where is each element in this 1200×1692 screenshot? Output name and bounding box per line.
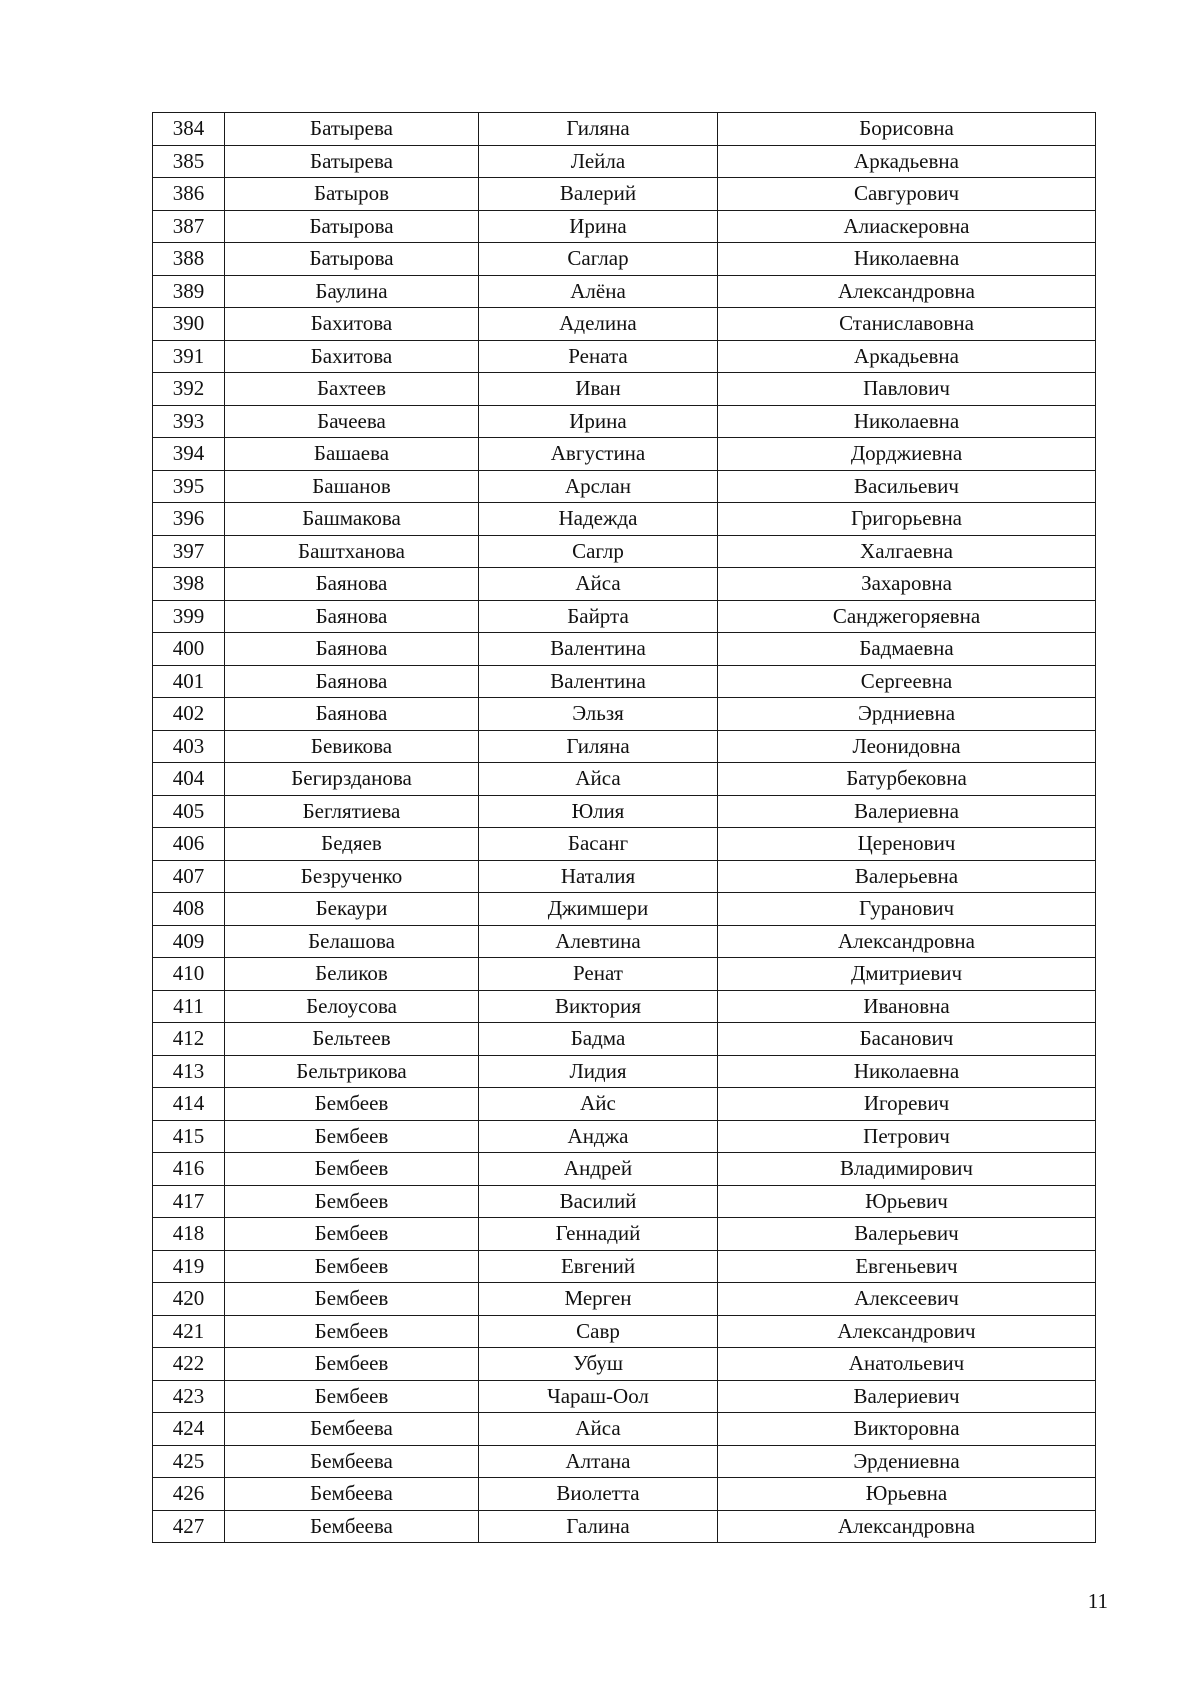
- surname-cell: Баулина: [225, 275, 479, 308]
- first-name-cell: Валерий: [479, 178, 718, 211]
- table-row: [153, 1348, 1096, 1381]
- row-number-cell: 416: [153, 1153, 225, 1186]
- patronymic-cell: Александрович: [718, 1315, 1096, 1348]
- surname-cell: Батырова: [225, 243, 479, 276]
- patronymic-cell: Владимирович: [718, 1153, 1096, 1186]
- table-row: [153, 568, 1096, 601]
- row-number-cell: 425: [153, 1445, 225, 1478]
- table-row: [153, 535, 1096, 568]
- patronymic-cell: Савгурович: [718, 178, 1096, 211]
- table-row: [153, 1185, 1096, 1218]
- patronymic-cell: Дмитриевич: [718, 958, 1096, 991]
- first-name-cell: Басанг: [479, 828, 718, 861]
- patronymic-cell: Сергеевна: [718, 665, 1096, 698]
- patronymic-cell: Басанович: [718, 1023, 1096, 1056]
- row-number-cell: 422: [153, 1348, 225, 1381]
- table-row: [153, 633, 1096, 666]
- table-row: [153, 340, 1096, 373]
- row-number-cell: 408: [153, 893, 225, 926]
- table-row: [153, 178, 1096, 211]
- row-number-cell: 387: [153, 210, 225, 243]
- row-number-cell: 410: [153, 958, 225, 991]
- row-number-cell: 409: [153, 925, 225, 958]
- table-row: [153, 893, 1096, 926]
- surname-cell: Безрученко: [225, 860, 479, 893]
- row-number-cell: 420: [153, 1283, 225, 1316]
- table-row: [153, 1120, 1096, 1153]
- first-name-cell: Августина: [479, 438, 718, 471]
- surname-cell: Баянова: [225, 600, 479, 633]
- row-number-cell: 414: [153, 1088, 225, 1121]
- row-number-cell: 403: [153, 730, 225, 763]
- row-number-cell: 401: [153, 665, 225, 698]
- patronymic-cell: Станиславовна: [718, 308, 1096, 341]
- surname-cell: Баянова: [225, 568, 479, 601]
- surname-cell: Бевикова: [225, 730, 479, 763]
- surname-cell: Бедяев: [225, 828, 479, 861]
- row-number-cell: 415: [153, 1120, 225, 1153]
- first-name-cell: Чараш-Оол: [479, 1380, 718, 1413]
- surname-cell: Батыров: [225, 178, 479, 211]
- surname-cell: Бельтеев: [225, 1023, 479, 1056]
- first-name-cell: Арслан: [479, 470, 718, 503]
- surname-cell: Бельтрикова: [225, 1055, 479, 1088]
- first-name-cell: Виолетта: [479, 1478, 718, 1511]
- table-row: [153, 1250, 1096, 1283]
- table-row: [153, 1218, 1096, 1251]
- surname-cell: Бембеев: [225, 1120, 479, 1153]
- first-name-cell: Андрей: [479, 1153, 718, 1186]
- first-name-cell: Лейла: [479, 145, 718, 178]
- table-row: [153, 275, 1096, 308]
- surname-cell: Бембеев: [225, 1348, 479, 1381]
- first-name-cell: Надежда: [479, 503, 718, 536]
- table-row: [153, 925, 1096, 958]
- row-number-cell: 404: [153, 763, 225, 796]
- first-name-cell: Бадма: [479, 1023, 718, 1056]
- table-row: [153, 958, 1096, 991]
- patronymic-cell: Ивановна: [718, 990, 1096, 1023]
- first-name-cell: Алевтина: [479, 925, 718, 958]
- patronymic-cell: Церенович: [718, 828, 1096, 861]
- first-name-cell: Алтана: [479, 1445, 718, 1478]
- surname-cell: Батырова: [225, 210, 479, 243]
- first-name-cell: Алёна: [479, 275, 718, 308]
- first-name-cell: Айс: [479, 1088, 718, 1121]
- surname-cell: Баянова: [225, 633, 479, 666]
- table-row: [153, 1283, 1096, 1316]
- table-row: [153, 1088, 1096, 1121]
- patronymic-cell: Юрьевна: [718, 1478, 1096, 1511]
- table-row: [153, 698, 1096, 731]
- table-row: [153, 308, 1096, 341]
- row-number-cell: 389: [153, 275, 225, 308]
- first-name-cell: Рената: [479, 340, 718, 373]
- surname-cell: Беглятиева: [225, 795, 479, 828]
- table-row: [153, 405, 1096, 438]
- first-name-cell: Айса: [479, 568, 718, 601]
- patronymic-cell: Леонидовна: [718, 730, 1096, 763]
- patronymic-cell: Игоревич: [718, 1088, 1096, 1121]
- row-number-cell: 384: [153, 113, 225, 146]
- surname-cell: Баштханова: [225, 535, 479, 568]
- row-number-cell: 392: [153, 373, 225, 406]
- first-name-cell: Геннадий: [479, 1218, 718, 1251]
- table-row: [153, 438, 1096, 471]
- surname-cell: Бембеев: [225, 1250, 479, 1283]
- patronymic-cell: Валерьевна: [718, 860, 1096, 893]
- row-number-cell: 388: [153, 243, 225, 276]
- patronymic-cell: Захаровна: [718, 568, 1096, 601]
- first-name-cell: Гиляна: [479, 730, 718, 763]
- row-number-cell: 405: [153, 795, 225, 828]
- patronymic-cell: Евгеньевич: [718, 1250, 1096, 1283]
- table-row: [153, 210, 1096, 243]
- first-name-cell: Василий: [479, 1185, 718, 1218]
- first-name-cell: Эльзя: [479, 698, 718, 731]
- first-name-cell: Савр: [479, 1315, 718, 1348]
- patronymic-cell: Эрдениевна: [718, 1445, 1096, 1478]
- surname-cell: Белашова: [225, 925, 479, 958]
- table-row: [153, 1478, 1096, 1511]
- patronymic-cell: Александровна: [718, 925, 1096, 958]
- table-row: [153, 795, 1096, 828]
- table-row: [153, 145, 1096, 178]
- row-number-cell: 397: [153, 535, 225, 568]
- table-row: [153, 1315, 1096, 1348]
- first-name-cell: Айса: [479, 1413, 718, 1446]
- row-number-cell: 421: [153, 1315, 225, 1348]
- row-number-cell: 412: [153, 1023, 225, 1056]
- names-table-body: [153, 113, 1096, 1543]
- patronymic-cell: Валериевна: [718, 795, 1096, 828]
- surname-cell: Бекаури: [225, 893, 479, 926]
- table-row: [153, 828, 1096, 861]
- first-name-cell: Саглар: [479, 243, 718, 276]
- page-number: 11: [1087, 1589, 1108, 1613]
- first-name-cell: Ирина: [479, 210, 718, 243]
- surname-cell: Бахитова: [225, 340, 479, 373]
- surname-cell: Баянова: [225, 665, 479, 698]
- patronymic-cell: Бадмаевна: [718, 633, 1096, 666]
- patronymic-cell: Николаевна: [718, 243, 1096, 276]
- table-row: [153, 113, 1096, 146]
- patronymic-cell: Николаевна: [718, 1055, 1096, 1088]
- first-name-cell: Саглр: [479, 535, 718, 568]
- first-name-cell: Ренат: [479, 958, 718, 991]
- patronymic-cell: Алиаскеровна: [718, 210, 1096, 243]
- surname-cell: Бембеев: [225, 1185, 479, 1218]
- row-number-cell: 424: [153, 1413, 225, 1446]
- row-number-cell: 394: [153, 438, 225, 471]
- patronymic-cell: Гуранович: [718, 893, 1096, 926]
- row-number-cell: 396: [153, 503, 225, 536]
- surname-cell: Башмакова: [225, 503, 479, 536]
- patronymic-cell: Викторовна: [718, 1413, 1096, 1446]
- row-number-cell: 427: [153, 1510, 225, 1543]
- patronymic-cell: Дорджиевна: [718, 438, 1096, 471]
- surname-cell: Бембеев: [225, 1380, 479, 1413]
- row-number-cell: 400: [153, 633, 225, 666]
- patronymic-cell: Васильевич: [718, 470, 1096, 503]
- surname-cell: Бембеев: [225, 1283, 479, 1316]
- first-name-cell: Айса: [479, 763, 718, 796]
- surname-cell: Бембеев: [225, 1153, 479, 1186]
- row-number-cell: 386: [153, 178, 225, 211]
- patronymic-cell: Халгаевна: [718, 535, 1096, 568]
- row-number-cell: 391: [153, 340, 225, 373]
- row-number-cell: 393: [153, 405, 225, 438]
- first-name-cell: Валентина: [479, 633, 718, 666]
- first-name-cell: Виктория: [479, 990, 718, 1023]
- surname-cell: Батырева: [225, 113, 479, 146]
- row-number-cell: 406: [153, 828, 225, 861]
- patronymic-cell: Борисовна: [718, 113, 1096, 146]
- surname-cell: Бембеева: [225, 1413, 479, 1446]
- patronymic-cell: Алексеевич: [718, 1283, 1096, 1316]
- patronymic-cell: Эрдниевна: [718, 698, 1096, 731]
- surname-cell: Бачеева: [225, 405, 479, 438]
- surname-cell: Батырева: [225, 145, 479, 178]
- surname-cell: Бембеева: [225, 1478, 479, 1511]
- table-row: [153, 1445, 1096, 1478]
- first-name-cell: Мерген: [479, 1283, 718, 1316]
- surname-cell: Башанов: [225, 470, 479, 503]
- patronymic-cell: Анатольевич: [718, 1348, 1096, 1381]
- surname-cell: Бахтеев: [225, 373, 479, 406]
- first-name-cell: Наталия: [479, 860, 718, 893]
- patronymic-cell: Александровна: [718, 275, 1096, 308]
- first-name-cell: Валентина: [479, 665, 718, 698]
- table-row: [153, 470, 1096, 503]
- surname-cell: Беликов: [225, 958, 479, 991]
- names-table: [152, 112, 1096, 1543]
- table-row: [153, 1380, 1096, 1413]
- patronymic-cell: Санджегоряевна: [718, 600, 1096, 633]
- first-name-cell: Байрта: [479, 600, 718, 633]
- table-row: [153, 373, 1096, 406]
- first-name-cell: Галина: [479, 1510, 718, 1543]
- first-name-cell: Убуш: [479, 1348, 718, 1381]
- patronymic-cell: Павлович: [718, 373, 1096, 406]
- table-row: [153, 1510, 1096, 1543]
- surname-cell: Башаева: [225, 438, 479, 471]
- table-row: [153, 600, 1096, 633]
- patronymic-cell: Батурбековна: [718, 763, 1096, 796]
- surname-cell: Бембеев: [225, 1218, 479, 1251]
- first-name-cell: Лидия: [479, 1055, 718, 1088]
- patronymic-cell: Валерьевич: [718, 1218, 1096, 1251]
- patronymic-cell: Александровна: [718, 1510, 1096, 1543]
- first-name-cell: Аделина: [479, 308, 718, 341]
- first-name-cell: Джимшери: [479, 893, 718, 926]
- patronymic-cell: Петрович: [718, 1120, 1096, 1153]
- row-number-cell: 402: [153, 698, 225, 731]
- row-number-cell: 426: [153, 1478, 225, 1511]
- row-number-cell: 417: [153, 1185, 225, 1218]
- patronymic-cell: Аркадьевна: [718, 340, 1096, 373]
- table-row: [153, 1055, 1096, 1088]
- row-number-cell: 407: [153, 860, 225, 893]
- first-name-cell: Иван: [479, 373, 718, 406]
- table-row: [153, 503, 1096, 536]
- table-row: [153, 763, 1096, 796]
- row-number-cell: 413: [153, 1055, 225, 1088]
- first-name-cell: Гиляна: [479, 113, 718, 146]
- row-number-cell: 390: [153, 308, 225, 341]
- table-row: [153, 243, 1096, 276]
- surname-cell: Бегирзданова: [225, 763, 479, 796]
- surname-cell: Бембеева: [225, 1510, 479, 1543]
- table-row: [153, 665, 1096, 698]
- row-number-cell: 411: [153, 990, 225, 1023]
- patronymic-cell: Валериевич: [718, 1380, 1096, 1413]
- table-row: [153, 1023, 1096, 1056]
- surname-cell: Белоусова: [225, 990, 479, 1023]
- row-number-cell: 419: [153, 1250, 225, 1283]
- surname-cell: Бембеева: [225, 1445, 479, 1478]
- surname-cell: Баянова: [225, 698, 479, 731]
- table-row: [153, 860, 1096, 893]
- surname-cell: Бембеев: [225, 1315, 479, 1348]
- patronymic-cell: Юрьевич: [718, 1185, 1096, 1218]
- first-name-cell: Евгений: [479, 1250, 718, 1283]
- row-number-cell: 399: [153, 600, 225, 633]
- surname-cell: Бахитова: [225, 308, 479, 341]
- first-name-cell: Анджа: [479, 1120, 718, 1153]
- surname-cell: Бембеев: [225, 1088, 479, 1121]
- table-row: [153, 990, 1096, 1023]
- table-row: [153, 730, 1096, 763]
- row-number-cell: 423: [153, 1380, 225, 1413]
- row-number-cell: 418: [153, 1218, 225, 1251]
- table-row: [153, 1153, 1096, 1186]
- row-number-cell: 385: [153, 145, 225, 178]
- row-number-cell: 395: [153, 470, 225, 503]
- patronymic-cell: Аркадьевна: [718, 145, 1096, 178]
- patronymic-cell: Николаевна: [718, 405, 1096, 438]
- first-name-cell: Юлия: [479, 795, 718, 828]
- first-name-cell: Ирина: [479, 405, 718, 438]
- patronymic-cell: Григорьевна: [718, 503, 1096, 536]
- table-row: [153, 1413, 1096, 1446]
- row-number-cell: 398: [153, 568, 225, 601]
